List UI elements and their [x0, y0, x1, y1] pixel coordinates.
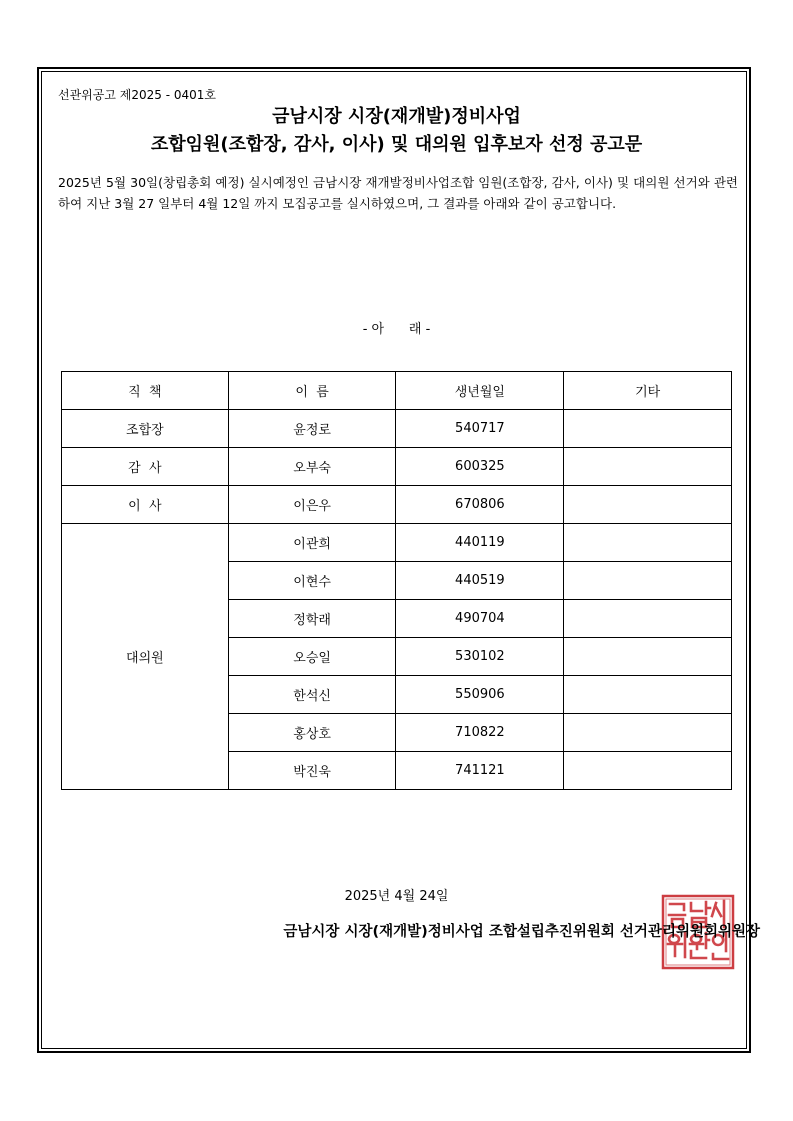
cell-name: 이관희 [228, 524, 396, 562]
cell-note [564, 752, 732, 790]
cell-role: 이 사 [62, 486, 229, 524]
cell-birth: 440119 [396, 524, 564, 562]
table-row [62, 486, 732, 524]
table-row [62, 448, 732, 486]
cell-name: 오승일 [228, 638, 396, 676]
cell-birth: 550906 [396, 676, 564, 714]
cell-note [564, 562, 732, 600]
cell-birth: 530102 [396, 638, 564, 676]
notice-number: 선관위공고 제2025 - 0401호 [58, 88, 216, 102]
section-mark: - 아 래 - [362, 322, 431, 337]
intro-paragraph: 2025년 5월 30일(창립총회 예정) 실시예정인 금남시장 재개발정비사업조합 임원(조합장, 감사, 이사) 및 대의원 선거와 관련하여 지난 3월 27 일부터 4월 12일 까지 모집공고를 실시하였으며, 그 결과를 아래와 같이 공고합니다. [58, 175, 738, 211]
header-note: 기타 [564, 372, 732, 410]
cell-note [564, 600, 732, 638]
title-line-1: 금남시장 시장(재개발)정비사업 [272, 106, 521, 127]
cell-note [564, 714, 732, 752]
cell-birth: 741121 [396, 752, 564, 790]
cell-note [564, 676, 732, 714]
cell-name: 이은우 [228, 486, 396, 524]
header-name: 이 름 [228, 372, 396, 410]
cell-role: 조합장 [62, 410, 229, 448]
cell-name: 윤정로 [228, 410, 396, 448]
table-header-row [62, 372, 732, 410]
cell-note [564, 448, 732, 486]
table-row [62, 410, 732, 448]
cell-delegate-role: 대의원 [62, 524, 229, 790]
cell-birth: 710822 [396, 714, 564, 752]
cell-birth: 440519 [396, 562, 564, 600]
cell-name: 박진욱 [228, 752, 396, 790]
cell-name: 한석신 [228, 676, 396, 714]
cell-note [564, 638, 732, 676]
cell-name: 이현수 [228, 562, 396, 600]
table-row [62, 524, 732, 562]
cell-note [564, 410, 732, 448]
header-role: 직 책 [62, 372, 229, 410]
notice-date: 2025년 4월 24일 [344, 889, 449, 904]
issuer-name: 금남시장 시장(재개발)정비사업 조합설립추진위원회 선거관리위원회위원장 [283, 924, 760, 940]
cell-birth: 540717 [396, 410, 564, 448]
cell-name: 홍상호 [228, 714, 396, 752]
cell-note [564, 524, 732, 562]
header-birth: 생년월일 [396, 372, 564, 410]
cell-name: 오부숙 [228, 448, 396, 486]
title-line-2: 조합임원(조합장, 감사, 이사) 및 대의원 입후보자 선정 공고문 [150, 134, 643, 155]
cell-birth: 490704 [396, 600, 564, 638]
cell-birth: 600325 [396, 448, 564, 486]
candidate-table [61, 371, 732, 790]
cell-role: 감 사 [62, 448, 229, 486]
cell-birth: 670806 [396, 486, 564, 524]
cell-note [564, 486, 732, 524]
cell-name: 정학래 [228, 600, 396, 638]
